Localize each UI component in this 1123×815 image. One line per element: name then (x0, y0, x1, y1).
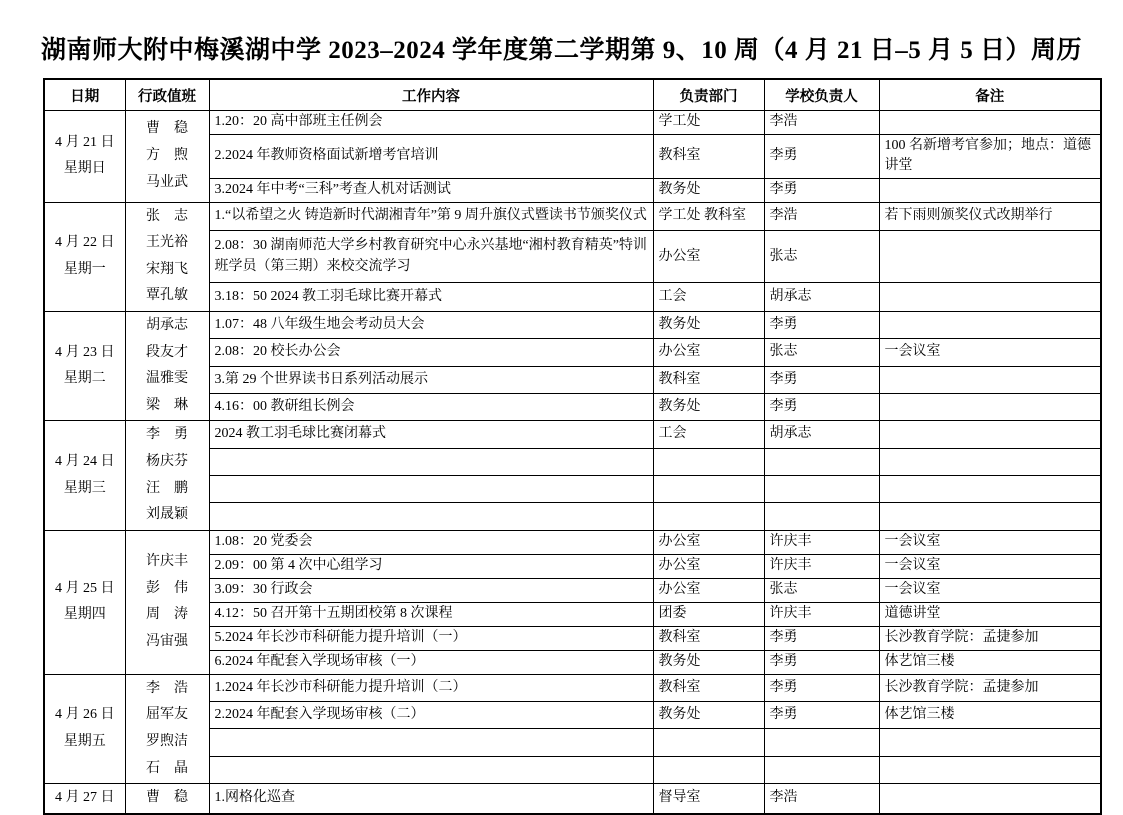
school-leader-cell: 李勇 (764, 394, 879, 421)
school-leader-cell: 李浩 (764, 111, 879, 135)
work-content-cell: 2.2024 年配套入学现场审核（二） (209, 702, 653, 729)
date-cell (44, 674, 125, 783)
duty-name: 王光裕 (146, 235, 188, 251)
remark-cell (879, 476, 1101, 503)
table-row (44, 784, 1101, 814)
duty-name: 方 煦 (146, 148, 188, 163)
work-content-cell (209, 476, 653, 503)
header-duty-roster: 行政值班 (125, 79, 209, 111)
date-line: 星期二 (63, 371, 106, 387)
department-cell: 工会 (653, 283, 764, 312)
duty-name: 段友才 (146, 344, 188, 360)
school-leader-cell: 胡承志 (764, 283, 879, 312)
duty-name: 汪 鹏 (146, 480, 188, 496)
department-cell: 办公室 (653, 530, 764, 554)
work-content-cell: 2.08：30 湖南师范大学乡村教育研究中心永兴基地“湘村教育精英”特训班学员（第三期）来校交流学习 (209, 231, 653, 283)
school-leader-cell: 李勇 (764, 674, 879, 701)
department-cell: 教务处 (653, 178, 764, 202)
work-content-cell (209, 756, 653, 783)
school-leader-cell (764, 729, 879, 756)
department-cell (653, 448, 764, 475)
date-cell (44, 421, 125, 530)
work-content-cell: 1.网格化巡查 (209, 784, 653, 814)
duty-roster-cell (125, 202, 209, 311)
department-cell: 教科室 (653, 366, 764, 393)
department-cell: 工会 (653, 421, 764, 448)
duty-name: 周 涛 (146, 607, 188, 623)
header-date: 日期 (44, 79, 125, 111)
table-row (44, 111, 1101, 135)
department-cell: 教务处 (653, 650, 764, 674)
duty-roster-cell (125, 111, 209, 203)
department-cell: 办公室 (653, 578, 764, 602)
work-content-cell: 3.18：50 2024 教工羽毛球比赛开幕式 (209, 283, 653, 312)
duty-name: 宋翔飞 (146, 261, 188, 277)
header-department: 负责部门 (653, 79, 764, 111)
duty-name: 彭 伟 (146, 580, 188, 596)
department-cell: 教务处 (653, 394, 764, 421)
work-content-cell: 1.“以希望之火 铸造新时代湖湘青年”第 9 周升旗仪式暨读书节颁奖仪式 (209, 202, 653, 231)
work-content-cell: 2.09：00 第 4 次中心组学习 (209, 554, 653, 578)
duty-name: 罗煦洁 (146, 733, 188, 749)
date-line: 星期日 (63, 161, 106, 177)
work-content-cell: 3.09：30 行政会 (209, 578, 653, 602)
date-line: 星期五 (63, 733, 106, 749)
remark-cell (879, 231, 1101, 283)
remark-cell (879, 756, 1101, 783)
duty-name: 屈军友 (146, 707, 188, 723)
table-row (44, 202, 1101, 231)
remark-cell: 一会议室 (879, 339, 1101, 366)
duty-roster-cell (125, 421, 209, 530)
duty-name: 李 勇 (146, 427, 188, 443)
department-cell: 学工处 (653, 111, 764, 135)
duty-name: 曹 稳 (146, 121, 188, 137)
school-leader-cell: 李勇 (764, 650, 879, 674)
remark-cell: 长沙教育学院：孟捷参加 (879, 626, 1101, 650)
header-remark: 备注 (879, 79, 1101, 111)
school-leader-cell: 李勇 (764, 702, 879, 729)
work-content-cell: 1.2024 年长沙市科研能力提升培训（二） (209, 674, 653, 701)
date-line: 星期三 (63, 480, 106, 496)
remark-cell (879, 283, 1101, 312)
date-line: 4 月 24 日 (55, 453, 115, 469)
department-cell: 学工处 教科室 (653, 202, 764, 231)
school-leader-cell: 李浩 (764, 784, 879, 814)
duty-name: 曹 稳 (146, 790, 188, 806)
department-cell: 教务处 (653, 702, 764, 729)
department-cell: 团委 (653, 602, 764, 626)
school-leader-cell: 李勇 (764, 626, 879, 650)
work-content-cell: 4.16：00 教研组长例会 (209, 394, 653, 421)
school-leader-cell: 许庆丰 (764, 602, 879, 626)
date-line: 星期一 (63, 261, 106, 277)
work-content-cell: 1.07：48 八年级生地会考动员大会 (209, 311, 653, 338)
school-leader-cell: 胡承志 (764, 421, 879, 448)
remark-cell: 体艺馆三楼 (879, 702, 1101, 729)
remark-cell (879, 784, 1101, 814)
remark-cell: 一会议室 (879, 578, 1101, 602)
department-cell (653, 476, 764, 503)
remark-cell (879, 448, 1101, 475)
date-cell (44, 111, 125, 203)
remark-cell (879, 729, 1101, 756)
work-content-cell: 3.2024 年中考“三科”考查人机对话测试 (209, 178, 653, 202)
school-leader-cell (764, 756, 879, 783)
remark-cell: 长沙教育学院：孟捷参加 (879, 674, 1101, 701)
duty-name: 石 晶 (146, 760, 188, 776)
school-leader-cell (764, 503, 879, 530)
work-content-cell: 1.08：20 党委会 (209, 530, 653, 554)
department-cell: 教科室 (653, 674, 764, 701)
remark-cell: 100 名新增考官参加；地点：道德讲堂 (879, 135, 1101, 179)
date-line: 4 月 26 日 (55, 707, 115, 723)
weekly-schedule-table (43, 78, 1102, 815)
date-line: 星期四 (63, 607, 106, 623)
remark-cell (879, 366, 1101, 393)
department-cell: 教科室 (653, 626, 764, 650)
date-line: 4 月 22 日 (55, 235, 115, 251)
work-content-cell (209, 729, 653, 756)
work-content-cell: 2024 教工羽毛球比赛闭幕式 (209, 421, 653, 448)
department-cell: 督导室 (653, 784, 764, 814)
remark-cell (879, 111, 1101, 135)
work-content-cell: 3.第 29 个世界读书日系列活动展示 (209, 366, 653, 393)
department-cell: 办公室 (653, 554, 764, 578)
date-line: 4 月 25 日 (55, 580, 115, 596)
duty-roster-cell (125, 674, 209, 783)
department-cell (653, 503, 764, 530)
table-row (44, 530, 1101, 554)
header-school-leader: 学校负责人 (764, 79, 879, 111)
date-cell (44, 530, 125, 674)
work-content-cell: 2.2024 年教师资格面试新增考官培训 (209, 135, 653, 179)
work-content-cell (209, 448, 653, 475)
department-cell: 办公室 (653, 231, 764, 283)
duty-roster-cell (125, 530, 209, 674)
department-cell: 办公室 (653, 339, 764, 366)
date-cell (44, 784, 125, 814)
remark-cell: 体艺馆三楼 (879, 650, 1101, 674)
work-content-cell: 1.20：20 高中部班主任例会 (209, 111, 653, 135)
duty-roster-cell (125, 784, 209, 814)
school-leader-cell: 李勇 (764, 366, 879, 393)
remark-cell: 若下雨则颁奖仪式改期举行 (879, 202, 1101, 231)
work-content-cell: 6.2024 年配套入学现场审核（一） (209, 650, 653, 674)
duty-name: 覃孔敏 (146, 288, 188, 304)
department-cell: 教务处 (653, 311, 764, 338)
remark-cell: 道德讲堂 (879, 602, 1101, 626)
table-row (44, 421, 1101, 448)
date-line: 4 月 21 日 (55, 134, 115, 150)
duty-name: 温雅雯 (146, 371, 188, 387)
school-leader-cell: 李勇 (764, 178, 879, 202)
work-content-cell: 2.08：20 校长办公会 (209, 339, 653, 366)
duty-name: 杨庆芬 (146, 453, 188, 469)
remark-cell (879, 421, 1101, 448)
department-cell (653, 756, 764, 783)
header-row (44, 79, 1101, 111)
date-line: 4 月 27 日 (55, 790, 115, 806)
school-leader-cell: 张志 (764, 578, 879, 602)
work-content-cell: 4.12：50 召开第十五期团校第 8 次课程 (209, 602, 653, 626)
duty-name: 马业武 (146, 174, 188, 190)
school-leader-cell (764, 448, 879, 475)
school-leader-cell: 张志 (764, 339, 879, 366)
duty-name: 刘晟颖 (146, 507, 188, 523)
table-row (44, 311, 1101, 338)
date-line: 4 月 23 日 (55, 344, 115, 360)
duty-roster-cell (125, 311, 209, 420)
duty-name: 张 志 (146, 208, 188, 224)
header-work-content: 工作内容 (209, 79, 653, 111)
school-leader-cell (764, 476, 879, 503)
duty-name: 梁 琳 (146, 397, 188, 413)
date-cell (44, 311, 125, 420)
school-leader-cell: 李浩 (764, 202, 879, 231)
school-leader-cell: 李勇 (764, 311, 879, 338)
work-content-cell: 5.2024 年长沙市科研能力提升培训（一） (209, 626, 653, 650)
work-content-cell (209, 503, 653, 530)
duty-name: 冯宙强 (146, 633, 188, 649)
remark-cell: 一会议室 (879, 530, 1101, 554)
remark-cell: 一会议室 (879, 554, 1101, 578)
remark-cell (879, 503, 1101, 530)
duty-name: 许庆丰 (146, 554, 188, 570)
page-title: 湖南师大附中梅溪湖中学 2023–2024 学年度第二学期第 9、10 周（4 月 21 日–5 月 5 日）周历 (40, 37, 1082, 64)
school-leader-cell: 李勇 (764, 135, 879, 179)
table-row (44, 674, 1101, 701)
remark-cell (879, 311, 1101, 338)
duty-name: 李 浩 (146, 680, 188, 696)
remark-cell (879, 178, 1101, 202)
department-cell (653, 729, 764, 756)
remark-cell (879, 394, 1101, 421)
department-cell: 教科室 (653, 135, 764, 179)
duty-name: 胡承志 (146, 317, 188, 333)
school-leader-cell: 许庆丰 (764, 530, 879, 554)
school-leader-cell: 许庆丰 (764, 554, 879, 578)
date-cell (44, 202, 125, 311)
school-leader-cell: 张志 (764, 231, 879, 283)
